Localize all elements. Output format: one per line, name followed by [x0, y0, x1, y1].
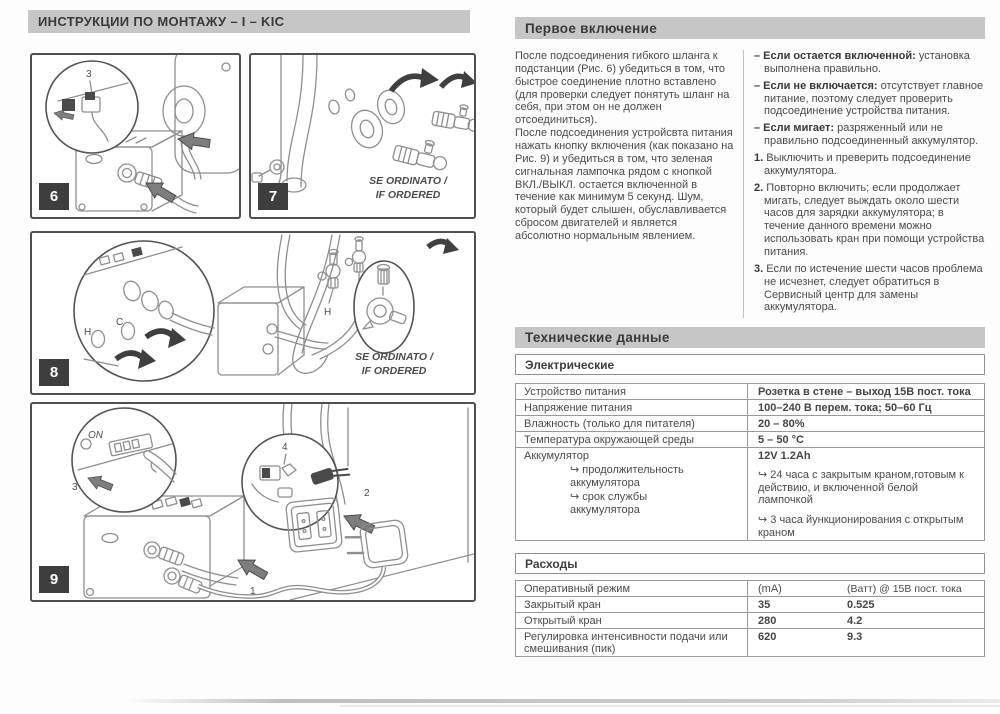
first-start-column-1 [515, 50, 743, 318]
figure-6-connector-dark [62, 99, 75, 111]
list-item: – Если остается включенной: установка выполнена правильно. [754, 50, 970, 75]
electrical-subheader: Электрические [515, 354, 985, 375]
paragraph: После подсоединения гибкого шланга к подстанции (Рис. 6) убедиться в том, что быстрое соединение плотно вставлено (для проверки следует понятуть шланг на себя, при этом он не должен отсоединиться). [515, 50, 730, 127]
section-first-start-header [515, 17, 985, 39]
figure-9-label-1: 1 [250, 586, 256, 597]
list-item: – Если мигает: разряженный или не правильно подсоединенный аккумулятор. [754, 122, 979, 148]
figure-8-panel [30, 231, 476, 395]
figure-9-number-badge: 9 [39, 566, 69, 593]
section-tech-data-header [515, 327, 985, 348]
arrow-icon [234, 553, 270, 584]
battery-note1: ↪ 24 часа с закрытым краном,готовым к действию, и включенной белой лампочкой [758, 469, 964, 507]
table-row: Регулировка интенсивности подачи или смешивания (пик) 620 9.3 [516, 629, 984, 656]
battery-value: 12V 1.2Ah [758, 450, 811, 462]
table-row: Напряжение питания 100–240 В перем. тока; 50–60 Гц [516, 400, 984, 416]
figure-9-connector-dark [179, 497, 191, 507]
table-row-battery [516, 448, 984, 540]
page-title-text: ИНСТРУКЦИИ ПО МОНТАЖУ – I – KIC [38, 14, 285, 29]
figure-6-magnifier-circle [46, 61, 138, 153]
table-row: Закрытый кран 35 0.525 [516, 597, 984, 613]
curved-arrow-head [420, 68, 439, 88]
section-tech-data-title: Технические данные [525, 330, 670, 345]
table-row: Температура окружающей среды 5 – 50 °C [516, 432, 984, 448]
figure-8-label-h: H [324, 307, 332, 318]
arrow-icon [340, 508, 376, 537]
figure-6-panel [30, 53, 241, 219]
figure-9-label-4: 4 [282, 442, 288, 453]
list-item: 3. Если по истечение шести часов проблема не исчезнет, следует обратиться в Сервисный центр для замены аккумулятора. [754, 262, 983, 314]
figure-8-inner-label-c: C [116, 317, 124, 328]
curved-arrow-icon [391, 76, 424, 91]
list-item: 2. Повторно включить; если продолжает мигать, следует выждать около шести часов для зарядки аккумулятора; в течение данного времени можно использовать кран при помощи устройства питания. [754, 181, 985, 259]
battery-note2: ↪ 3 часа йункционирования с открытым краном [758, 513, 964, 539]
battery-sub1: ↪ продолжительность аккумулятора [570, 464, 684, 489]
first-start-column-2 [743, 50, 985, 318]
figure-9-panel [30, 402, 476, 602]
page-edge-shadow [340, 705, 1000, 707]
figure-9-illustration [32, 404, 474, 600]
figure-6-number-badge: 6 [39, 183, 69, 210]
section-first-start-title: Первое включение [525, 20, 658, 36]
figure-7-panel [249, 53, 476, 219]
consumption-subheader: Расходы [515, 553, 985, 574]
figure-6-clip-dark [85, 92, 95, 100]
page-edge-shadow [125, 699, 1000, 703]
figure-8-caption-line2: IF ORDERED [361, 365, 427, 377]
figure-8-linework [218, 235, 368, 375]
figure-8-inner-label-h: H [84, 327, 92, 338]
figure-9-label-on: ON [88, 430, 103, 441]
figure-7-number-badge: 7 [258, 183, 288, 210]
table-row: Влажность (только для питателя) 20 – 80% [516, 416, 984, 432]
figure-8-number-badge: 8 [39, 359, 69, 386]
figure-7-caption-line2: IF ORDERED [375, 189, 441, 201]
consumption-table [515, 580, 985, 657]
list-item: 1. Выключить и преверить подсоединение аккумулятора. [754, 152, 971, 177]
paragraph: После подсоединения устройсвта питания нажать кнопку включения (как показано на Рис. 9) и убедиться в том, что зеленая сигнальная лампочка рядом с кнопкой ВКЛ./ВЫКЛ. остается включенной в течение как минимум 5 секунд. Шум, который будет слышен, обуславливается сбросом двигателей и является абсолютно нормальным явлением. [515, 127, 734, 243]
table-row: Открытый кран 280 4.2 [516, 613, 984, 629]
figure-8-illustration [32, 233, 474, 393]
electrical-table [515, 383, 985, 541]
curved-arrow-head [461, 71, 474, 88]
figure-7-caption-line1: SE ORDINATO / [369, 175, 447, 187]
battery-label: Аккумулятор [524, 450, 589, 462]
battery-sub2: ↪ срок службы аккумулятора [570, 491, 648, 516]
table-header-row: Оперативный режим (mA) (Ватт) @ 15В пост. тока [516, 581, 984, 597]
figure-8-caption-line1: SE ORDINATO / [355, 351, 433, 363]
first-start-text [515, 50, 985, 318]
figure-9-label-3: 3 [72, 482, 78, 493]
figure-9-magnifier-on [72, 408, 176, 512]
list-item: – Если не включается: отсутствует главное питание, поэтому следует проверить подсоединение устройства питания. [754, 79, 984, 118]
table-row: Устройство питания Розетка в стене – выход 15В пост. тока [516, 384, 984, 400]
figure-9-terminal-dark [262, 468, 270, 478]
figure-6-label-3: 3 [86, 69, 92, 80]
figure-9-label-2: 2 [364, 488, 370, 499]
page-title [28, 10, 470, 33]
